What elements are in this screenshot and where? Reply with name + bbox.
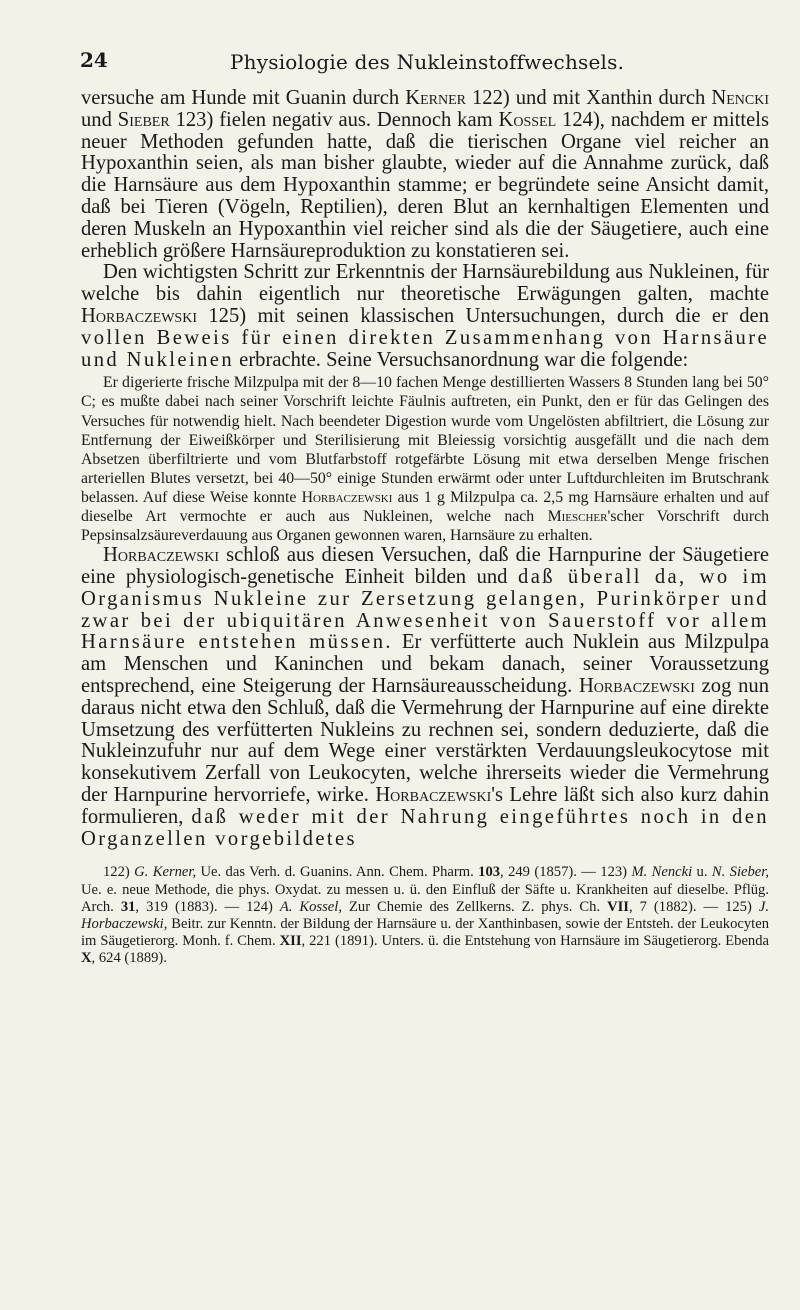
author-name: Horbaczewski — [578, 674, 695, 697]
spaced-emphasis: vollen Beweis für einen direkten Zusammenhang von Harnsäure und Nukleinen — [81, 326, 769, 371]
footnote-author: G. Kerner, — [134, 864, 197, 881]
text-run: 125) mit seinen klassischen Untersuchungen, durch die er den — [196, 304, 769, 327]
text-run: und — [81, 108, 118, 131]
author-name: Horbaczewski — [81, 304, 197, 327]
footnote-number: 124) — [246, 898, 273, 915]
text-run: 's Lehre läßt sich also kurz dahin formulieren, — [81, 783, 769, 828]
footnote-author: J. Horbaczewski, — [81, 898, 769, 932]
text-run: Er digerierte frische Milzpulpa mit der 8—10 fachen Menge destillierten Wassers 8 Stunden lang bei 50° C; es mußte dabei nach seiner Vorschrift leichte Fäulnis auftreten, ein Punkt, den er für das Gelingen des Versuches für notwendig hielt. Nach beendeter Digestion wurde vom Ungelösten abfiltriert, die Lösung zur Entfernung der Eiweißkörper und Sterilisierung mit Bleiessig vorsichtig ausgefällt und die nach dem Absetzen überfiltrierte und vom Blutfarbstoff rotgefärbte Lösung mit etwa derselben Menge frischen arteriellen Blutes versetzt, bei 40—50° einige Stunden erwärmt oder unter Luftdurchleiten im Brutschrank belassen. Auf diese Weise konnte — [81, 374, 769, 506]
author-name: Sieber — [117, 108, 170, 131]
footnote-text: Zur Chemie des Zellkerns. Z. phys. Ch. — [342, 898, 608, 915]
footnote-number: 122) — [103, 864, 130, 881]
footnote-text: , 249 (1857). — — [500, 864, 601, 881]
footnote-number: 125) — [725, 898, 752, 915]
text-run: 123) fielen negativ aus. Dennoch kam — [169, 108, 499, 131]
page-body — [81, 88, 769, 968]
footnotes — [81, 864, 769, 967]
author-name: Nencki — [711, 87, 769, 109]
footnote-volume: VII — [607, 898, 629, 915]
footnote-author: N. Sieber, — [711, 864, 769, 881]
spaced-emphasis: daß überall da, wo im Organismus Nukleine zur Zersetzung gelangen, Purinkörper und zwar bei der ubiquitären Anwesenheit von Sauerstoff vor allem Harnsäure entstehen müssen. — [81, 566, 769, 654]
paragraph-2 — [81, 262, 769, 371]
text-run: aus 1 g Milzpulpa ca. 2,5 mg Harnsäure erhalten und auf dieselbe Art vermochte er auch aus Nukleinen, welche nach — [81, 488, 769, 526]
author-name: Horbaczewski — [375, 783, 492, 806]
footnote-volume: XII — [279, 933, 302, 950]
text-run: 'scher Vorschrift durch Pepsinsalzsäureverdauung aus Organen gewonnen waren, Harnsäure zu erhalten. — [81, 508, 769, 545]
footnote-volume: X — [81, 950, 92, 967]
author-name: Kerner — [405, 87, 466, 109]
page-number: 24 — [80, 48, 108, 72]
author-name: Kossel — [498, 108, 557, 131]
text-run: Den wichtigsten Schritt zur Erkenntnis der Harnsäurebildung aus Nukleinen, für welche bis dahin eigentlich nur theoretische Erwägungen galten, machte — [81, 261, 769, 306]
author-name: Miescher — [547, 508, 608, 526]
footnote-text: , 7 (1882). — — [629, 898, 726, 915]
footnote-text: Ue. e. neue Methode, die phys. Oxydat. zu messen u. ü. den Einfluß der Säfte u. Krankheiten auf dieselbe. Pflüg. Arch. — [81, 881, 769, 915]
footnote-author: M. Nencki — [631, 864, 693, 881]
footnote-volume: 103 — [478, 864, 501, 881]
footnote-text: , 624 (1889). — [91, 950, 167, 967]
footnote-text: u. — [692, 864, 712, 881]
paragraph-3-small — [81, 373, 769, 545]
text-run: erbrachte. Seine Versuchsanordnung war die folgende: — [234, 348, 689, 371]
text-run: Er verfütterte auch Nuklein aus Milzpulpa am Menschen und Kaninchen und bekam danach, seiner Voraussetzung entsprechend, eine Steigerung der Harnsäureausscheidung. — [81, 631, 769, 697]
text-run: 124), nachdem er mittels neuer Methoden gefunden hatte, daß die tierischen Organe viel reicher an Hypoxanthin seien, als man bisher glaubte, wieder auf die Annahme zurück, daß die Harnsäure aus dem Hypoxanthin stamme; er begründete seine Ansicht damit, daß bei Tieren (Vögeln, Reptilien), deren Blut an kernhaltigen Elementen und deren Muskeln an Hypoxanthin viel reicher sind als die der Säugetiere, auch eine erheblich größere Harnsäureproduktion zu konstatieren sei. — [81, 108, 769, 262]
spaced-emphasis: daß weder mit der Nahrung eingeführtes noch in den Organzellen vorgebildetes — [81, 805, 769, 850]
footnote-number: 123) — [600, 864, 628, 881]
text-run: zog nun daraus nicht etwa den Schluß, daß die Vermehrung der Harnpurine auf eine direkte Umsetzung des verfütterten Nukleins zu rechnen sei, sondern deduzierte, daß die Nukleinzufuhr nur auf dem Wege einer verstärkten Verdauungsleukocytose mit konsekutivem Zerfall von Leukocyten, welche ihrerseits wieder die Vermehrung der Harnpurine hervorriefe, wirke. — [81, 674, 769, 806]
footnote-text: , 319 (1883). — — [135, 898, 247, 915]
footnote-block — [81, 864, 769, 967]
author-name: Horbaczewski — [103, 544, 219, 567]
footnote-author: A. Kossel, — [279, 898, 342, 915]
paragraph-4 — [81, 545, 769, 850]
text-run: schloß aus diesen Versuchen, daß die Harnpurine der Säugetiere eine physiologisch-genetische Einheit bilden und — [81, 544, 769, 588]
author-name: Horbaczewski — [301, 488, 393, 506]
footnote-text: Ue. das Verh. d. Guanins. Ann. Chem. Pharm. — [196, 864, 479, 881]
text-run: 122) und mit Xanthin durch — [466, 87, 712, 109]
footnote-text: Beitr. zur Kenntn. der Bildung der Harnsäure u. der Xanthinbasen, sowie der Entsteh. der Leukocyten im Säugetierorg. Monh. f. Chem. — [81, 915, 769, 950]
text-run: versuche am Hunde mit Guanin durch — [81, 87, 406, 109]
footnote-text: , 221 (1891). Unters. ü. die Entstehung von Harnsäure im Säugetierorg. Ebenda — [301, 933, 769, 950]
running-head: Physiologie des Nukleinstoffwechsels. — [230, 50, 625, 74]
footnote-volume: 31 — [120, 898, 136, 915]
paragraph-1 — [81, 88, 769, 262]
